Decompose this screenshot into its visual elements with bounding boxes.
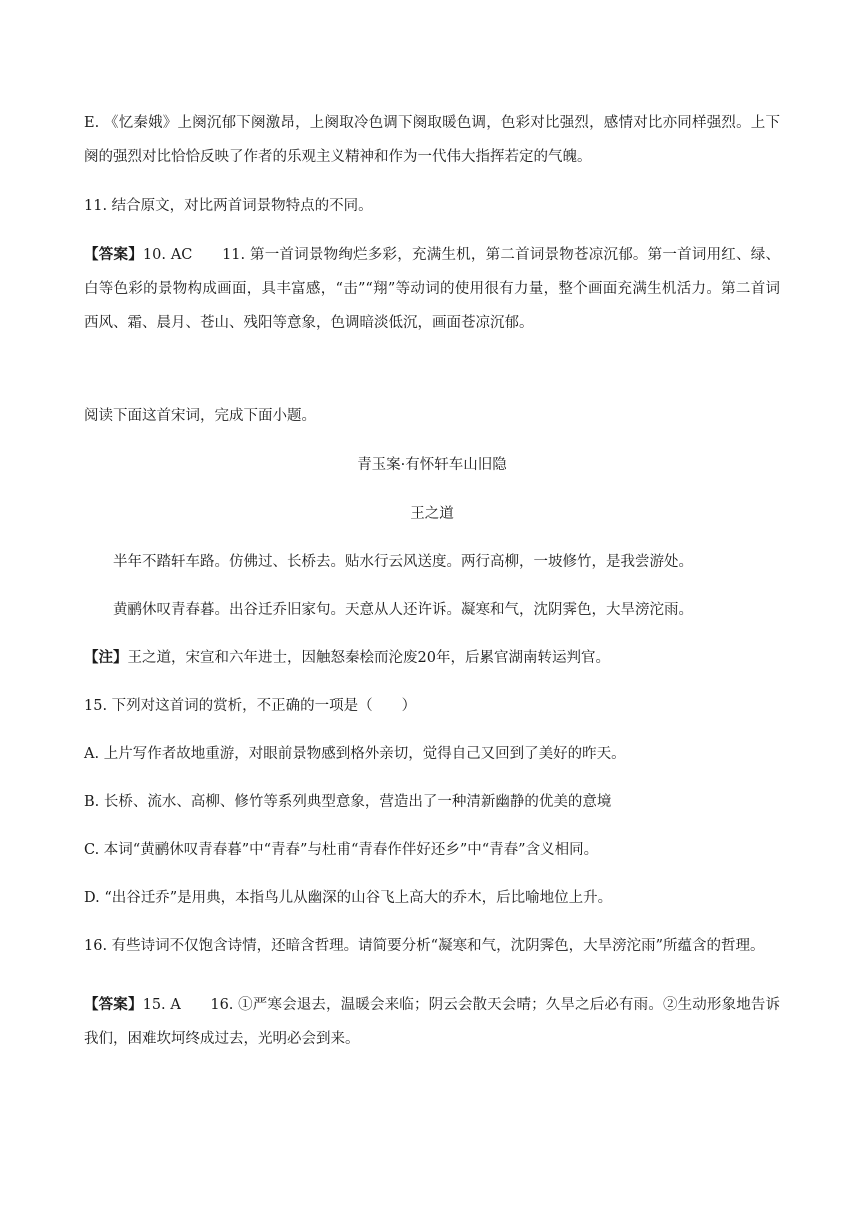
option-e-text: E. 《忆秦娥》上阕沉郁下阕激昂，上阕取冷色调下阕取暖色调，色彩对比强烈，感情对比亦同样强烈。上下阕的强烈对比恰恰反映了作者的乐观主义精神和作为一代伟大指挥若定的气魄。 (84, 115, 780, 165)
answer-text: 15. A 16. ①严寒会退去，温暖会来临；阴云会散天会晴；久旱之后必有雨。②生动形象地告诉我们，困难坎坷终成过去，光明必会到来。 (84, 997, 781, 1047)
answer-block-1 (84, 238, 780, 340)
option-b: B. 长桥、流水、高柳、修竹等系列典型意象，营造出了一种清新幽静的优美的意境 (84, 794, 612, 810)
answer-label: 【答案】 (84, 246, 143, 263)
question-11: 11. 结合原文，对比两首词景物特点的不同。 (84, 198, 373, 214)
question-15: 15. 下列对这首词的赏析，不正确的一项是（ ） (84, 698, 417, 714)
document-page (84, 0, 780, 1216)
answer-label: 【答案】 (84, 996, 143, 1013)
question-16: 16. 有些诗词不仅饱含诗情，还暗含哲理。请简要分析“凝寒和气，沈阴霁色，大旱滂沱雨”所蕴含的哲理。 (84, 938, 765, 954)
reading-intro: 阅读下面这首宋词，完成下面小题。 (84, 408, 316, 424)
poem-stanza-1: 半年不踏轩车路。仿佛过、长桥去。贴水行云风送度。两行高柳，一坡修竹，是我尝游处。 (113, 554, 693, 570)
note-text: 王之道，宋宣和六年进士，因触怒秦桧而沦废20年，后累官湖南转运判官。 (127, 650, 610, 666)
poem-author: 王之道 (410, 506, 454, 522)
option-c: C. 本词“黄鹂休叹青春暮”中“青春”与杜甫“青春作伴好还乡”中“青春”含义相同。 (84, 842, 599, 858)
option-d: D. “出谷迁乔”是用典，本指鸟儿从幽深的山谷飞上高大的乔木，后比喻地位上升。 (84, 890, 613, 906)
poem-note (84, 641, 780, 675)
note-label: 【注】 (84, 649, 128, 666)
answer-text: 10. AC 11. 第一首词景物绚烂多彩，充满生机，第二首词景物苍凉沉郁。第一首词用红、绿、白等色彩的景物构成画面，具丰富感，“击”“翔”等动词的使用很有力量，整个画面充满生机活力。第二首词西风、霜、晨月、苍山、残阳等意象，色调暗淡低沉，画面苍凉沉郁。 (84, 247, 780, 331)
option-a: A. 上片写作者故地重游，对眼前景物感到格外亲切，觉得自己又回到了美好的昨天。 (84, 746, 626, 762)
poem-title: 青玉案·有怀轩车山旧隐 (357, 457, 507, 473)
poem-stanza-2: 黄鹂休叹青春暮。出谷迁乔旧家句。天意从人还许诉。凝寒和气，沈阴霁色，大旱滂沱雨。 (113, 602, 693, 618)
answer-block-2 (84, 988, 780, 1056)
